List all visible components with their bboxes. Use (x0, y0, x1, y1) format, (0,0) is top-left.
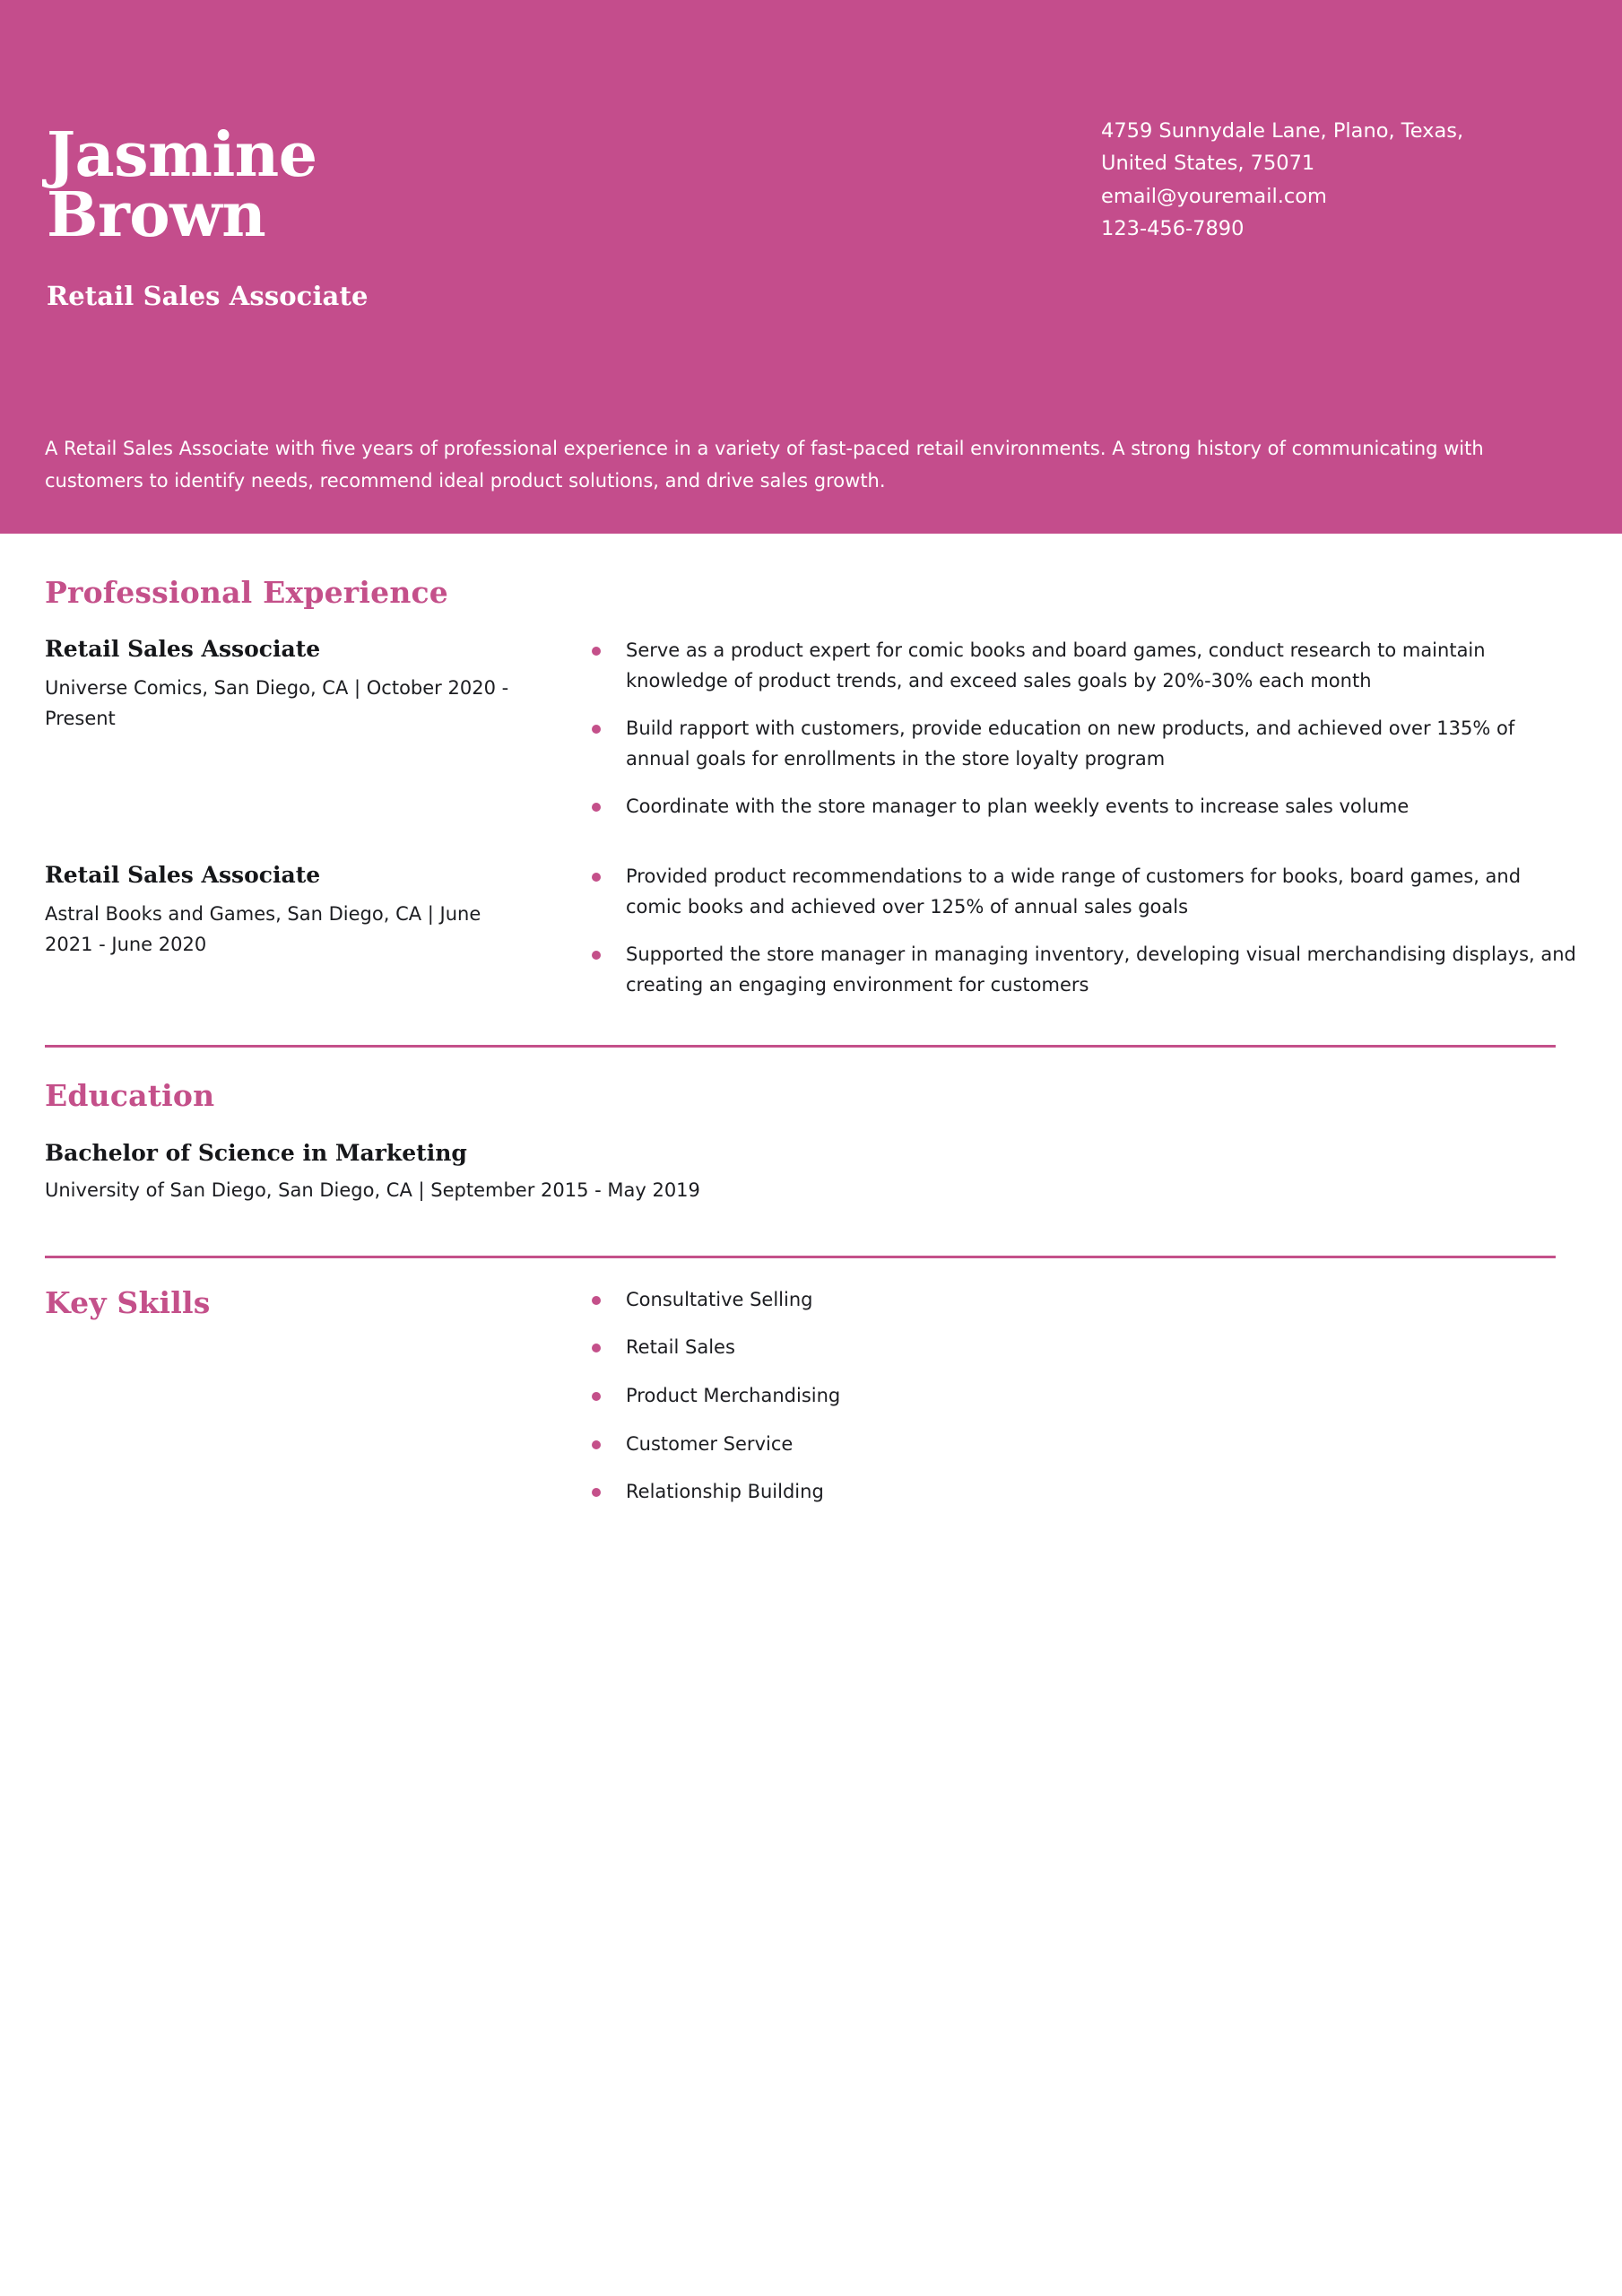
section-education (0, 1048, 1622, 1206)
experience-bullet: Coordinate with the store manager to plan weekly events to increase sales volume (587, 791, 1577, 822)
experience-meta: Universe Comics, San Diego, CA | October 2020 - Present (45, 676, 509, 729)
skills-list (587, 1285, 1577, 1508)
section-title-skills: Key Skills (45, 1284, 211, 1320)
name-block (47, 119, 728, 312)
experience-meta: Astral Books and Games, San Diego, CA | June 2021 - June 2020 (45, 902, 481, 955)
skill-item: Customer Service (587, 1430, 1577, 1460)
section-title-education: Education (45, 1078, 215, 1114)
contact-email[interactable]: email@youremail.com (1101, 184, 1327, 208)
candidate-last-name: Brown (47, 178, 266, 251)
experience-role: Retail Sales Associate (45, 862, 321, 889)
experience-entry (45, 635, 1577, 822)
skills-right (542, 1285, 1577, 1526)
section-title-experience: Professional Experience (45, 575, 449, 610)
contact-address-line1: 4759 Sunnydale Lane, Plano, Texas, (1101, 119, 1464, 143)
resume-header-banner (0, 0, 1622, 534)
experience-entry-right (542, 861, 1577, 1000)
experience-entry-left (45, 861, 542, 1000)
experience-entry-right (542, 635, 1577, 822)
skill-item: Consultative Selling (587, 1285, 1577, 1316)
skill-item: Product Merchandising (587, 1381, 1577, 1412)
skills-left (45, 1285, 542, 1526)
education-meta: University of San Diego, San Diego, CA | September 2015 - May 2019 (45, 1179, 700, 1202)
experience-entry-left (45, 635, 542, 822)
experience-role: Retail Sales Associate (45, 636, 321, 662)
experience-entry (45, 861, 1577, 1000)
experience-bullet: Supported the store manager in managing inventory, developing visual merchandising displays, and creating an engaging environment for customers (587, 939, 1577, 1000)
experience-bullet-list (587, 635, 1577, 822)
contact-phone[interactable]: 123-456-7890 (1101, 217, 1245, 241)
candidate-job-title: Retail Sales Associate (47, 281, 369, 312)
skill-item: Retail Sales (587, 1333, 1577, 1363)
experience-bullet-list (587, 861, 1577, 1000)
section-professional-experience (0, 534, 1622, 1000)
contact-address-line2: United States, 75071 (1101, 152, 1315, 176)
candidate-name (47, 119, 728, 251)
experience-bullet: Build rapport with customers, provide education on new products, and achieved over 135% of annual goals for enrollments in the store loyalty program (587, 713, 1577, 774)
candidate-first-name: Jasmine (47, 119, 317, 191)
skills-row (45, 1285, 1577, 1526)
resume-body (0, 534, 1622, 1526)
experience-bullet: Provided product recommendations to a wide range of customers for books, board games, and comic books and achieved over 125% of annual sales goals (587, 861, 1577, 922)
contact-block (1101, 115, 1567, 246)
professional-summary: A Retail Sales Associate with five years of professional experience in a variety of fast-paced retail environments. A strong history of communicating with customers to identify needs, recommend ideal product solutions, and drive sales growth. (45, 438, 1484, 492)
section-key-skills (0, 1258, 1622, 1526)
experience-bullet: Serve as a product expert for comic books and board games, conduct research to maintain knowledge of product trends, and exceed sales goals by 20%-30% each month (587, 635, 1577, 696)
skill-item: Relationship Building (587, 1477, 1577, 1508)
education-degree: Bachelor of Science in Marketing (45, 1140, 467, 1167)
